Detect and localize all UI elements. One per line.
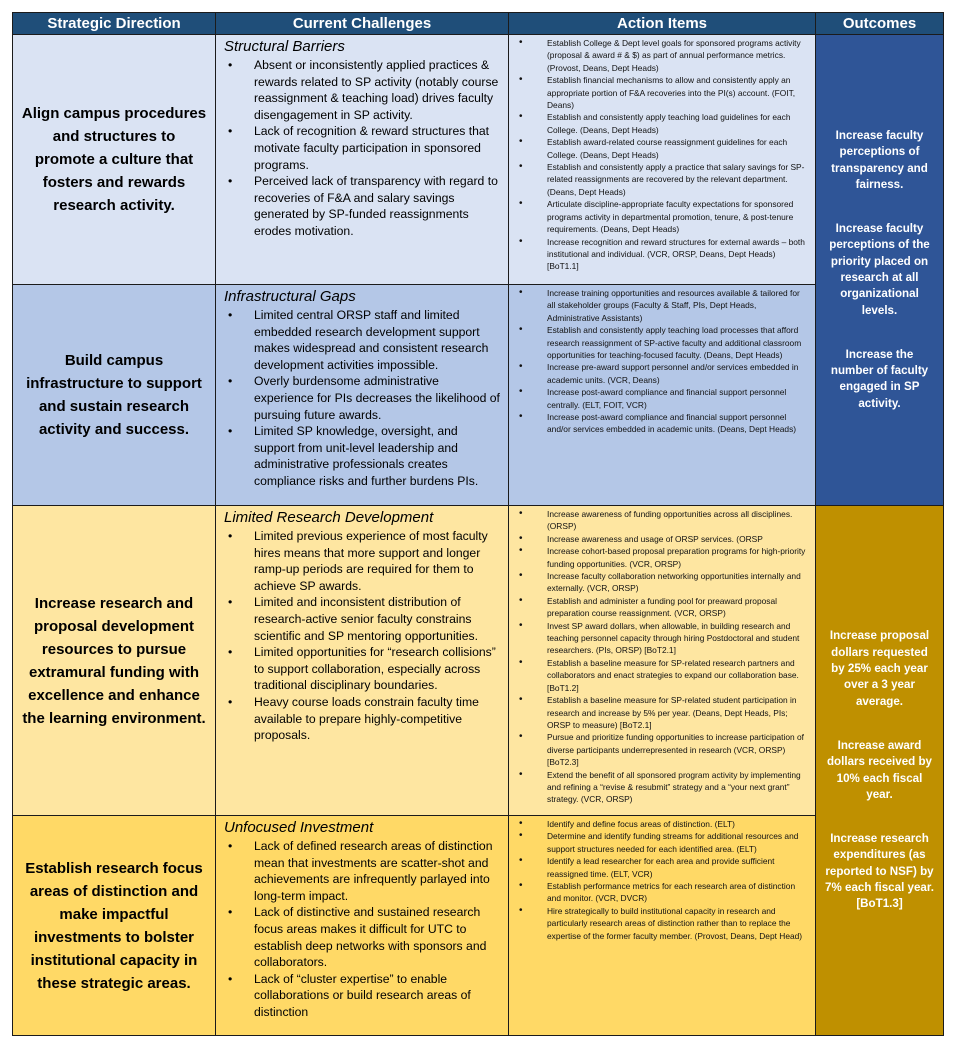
challenge-item: • Limited opportunities for “research collisions” to support collaboration, especially across traditional disciplinary boundaries. bbox=[224, 644, 500, 694]
challenge-item: • Limited central ORSP staff and limited embedded research development support makes widespread and consistent research development activities impossible. bbox=[224, 307, 500, 373]
challenge-item: • Absent or inconsistently applied practices & rewards related to SP activity (notably course reassignment & teaching load) drives faculty disengagement in SP activity. bbox=[224, 57, 500, 123]
header-action-items: Action Items bbox=[508, 12, 816, 35]
challenge-item: • Perceived lack of transparency with regard to recoveries of F&A and salary savings generated by SP-funded reassignments erodes motivation. bbox=[224, 173, 500, 239]
action-item: • Hire strategically to build institutional capacity in research and particularly research areas of distinction rather than to replace the expertise of the former faculty member. (Provost, Deans, Dept Head) bbox=[515, 905, 809, 942]
challenge-list bbox=[224, 528, 500, 744]
action-item: • Establish performance metrics for each research area of distinction and monitor. (VCR, DVCR) bbox=[515, 880, 809, 905]
challenges-cell bbox=[215, 284, 509, 506]
action-list bbox=[515, 37, 809, 273]
strategic-direction-cell: Increase research and proposal development resources to pursue extramural funding with excellence and enhance the learning environment. bbox=[12, 505, 216, 816]
action-item: • Increase post-award compliance and financial support personnel centrally. (ELT, FOIT, VCR) bbox=[515, 386, 809, 411]
challenge-item: • Limited SP knowledge, oversight, and support from unit-level leadership and administrative professionals creates compliance risks and further burdens PIs. bbox=[224, 423, 500, 489]
challenge-item: • Lack of recognition & reward structures that motivate faculty participation in sponsored programs. bbox=[224, 123, 500, 173]
outcomes-cell bbox=[815, 505, 944, 1036]
challenge-title: Unfocused Investment bbox=[224, 819, 374, 836]
challenge-title: Structural Barriers bbox=[224, 38, 345, 55]
outcome-item: Increase the number of faculty engaged in SP activity. bbox=[830, 347, 929, 410]
challenge-item: • Lack of defined research areas of distinction mean that investments are scatter-shot and achievements are infrequently parlayed into long-term impact. bbox=[224, 838, 500, 904]
challenge-item: • Overly burdensome administrative experience for PIs decreases the likelihood of pursuing future awards. bbox=[224, 373, 500, 423]
action-item: • Pursue and prioritize funding opportunities to increase participation of diverse participants underrepresented in research (VCR, ORSP) [BoT2.3] bbox=[515, 731, 809, 768]
challenge-item: • Heavy course loads constrain faculty time available to prepare highly-competitive proposals. bbox=[224, 694, 500, 744]
action-items-cell bbox=[508, 815, 816, 1036]
action-item: • Establish and consistently apply teaching load guidelines for each College. (Deans, Dept Heads) bbox=[515, 111, 809, 136]
action-list bbox=[515, 287, 809, 436]
action-item: • Establish and consistently apply a practice that salary savings for SP-related reassignments are recovered by the relevant department. (Deans, Dept Heads) bbox=[515, 161, 809, 198]
challenge-item: • Limited and inconsistent distribution of research-active senior faculty constrains scientific and SP mentoring opportunities. bbox=[224, 594, 500, 644]
action-item: • Establish financial mechanisms to allow and consistently apply an appropriate portion of F&A recoveries into the PI(s) account. (FOIT, Deans) bbox=[515, 74, 809, 111]
header-current-challenges: Current Challenges bbox=[215, 12, 509, 35]
action-item: • Extend the benefit of all sponsored program activity by implementing and refining a “revise & resubmit” strategy and a “your next grant” strategy. (VCR, ORSP) bbox=[515, 769, 809, 806]
challenge-item: • Limited previous experience of most faculty hires means that more support and longer ramp-up periods are required for them to achieve SP awards. bbox=[224, 528, 500, 594]
action-items-cell bbox=[508, 284, 816, 506]
action-item: • Articulate discipline-appropriate faculty expectations for sponsored programs activity in departmental promotion, tenure, & post-tenure requirements. (Deans, Dept Heads) bbox=[515, 198, 809, 235]
action-item: • Increase cohort-based proposal preparation programs for high-priority funding opportunities. (VCR, ORSP) bbox=[515, 545, 809, 570]
action-item: • Increase faculty collaboration networking opportunities internally and externally. (VCR, ORSP) bbox=[515, 570, 809, 595]
action-item: • Determine and identify funding streams for additional resources and support structures needed for each identified area. (ELT) bbox=[515, 830, 809, 855]
outcome-item: Increase award dollars received by 10% each fiscal year. bbox=[826, 738, 933, 801]
outcome-item: Increase research expenditures (as reported to NSF) by 7% each fiscal year. [BoT1.3] bbox=[825, 832, 934, 911]
action-item: • Establish a baseline measure for SP-related research partners and collaborators and enact strategies to expand our collaboration base. [BoT1.2] bbox=[515, 657, 809, 694]
action-item: • Increase pre-award support personnel and/or services embedded in academic units. (VCR, Deans) bbox=[515, 361, 809, 386]
strategic-plan-table bbox=[12, 12, 943, 1035]
outcome-item: Increase faculty perceptions of transparency and fairness. bbox=[831, 128, 928, 191]
action-item: • Increase recognition and reward structures for external awards – both institutional and individual. (VCR, ORSP, Deans, Dept Heads) [BoT1.1] bbox=[515, 236, 809, 273]
action-item: • Invest SP award dollars, when allowable, in building research and teaching personnel capacity through hiring Postdoctoral and student researchers. (PIs, ORSP) [BoT2.1] bbox=[515, 620, 809, 657]
action-item: • Increase training opportunities and resources available & tailored for all stakeholder groups (Faculty & Staff, PIs, Dept Heads, Administrative Assistants) bbox=[515, 287, 809, 324]
action-item: • Establish College & Dept level goals for sponsored programs activity (proposal & award # & $) as part of annual performance metrics. (Provost, Deans, Dept Heads) bbox=[515, 37, 809, 74]
action-items-cell bbox=[508, 505, 816, 816]
action-item: • Identify a lead researcher for each area and provide sufficient reassigned time. (ELT, VCR) bbox=[515, 855, 809, 880]
action-item: • Establish and administer a funding pool for preaward proposal preparation course reassignment. (VCR, ORSP) bbox=[515, 595, 809, 620]
challenges-cell bbox=[215, 34, 509, 285]
strategic-direction-cell: Align campus procedures and structures to promote a culture that fosters and rewards research activity. bbox=[12, 34, 216, 285]
action-item: • Increase post-award compliance and financial support personnel and/or services embedded in academic units. (Deans, Dept Heads) bbox=[515, 411, 809, 436]
challenge-item: • Lack of “cluster expertise” to enable collaborations or build research areas of distinction bbox=[224, 971, 500, 1021]
action-item: • Establish and consistently apply teaching load processes that afford research reassignment of SP-active faculty and additional classroom opportunities for teaching-focused faculty. (Deans, Dept Heads) bbox=[515, 324, 809, 361]
action-item: • Establish award-related course reassignment guidelines for each College. (Deans, Dept Heads) bbox=[515, 136, 809, 161]
challenge-list bbox=[224, 57, 500, 240]
outcomes-cell bbox=[815, 34, 944, 506]
action-item: • Increase awareness and usage of ORSP services. (ORSP bbox=[515, 533, 809, 545]
strategic-direction-cell: Establish research focus areas of distinction and make impactful investments to bolster institutional capacity in these strategic areas. bbox=[12, 815, 216, 1036]
challenges-cell bbox=[215, 505, 509, 816]
challenge-list bbox=[224, 838, 500, 1021]
challenge-item: • Lack of distinctive and sustained research focus areas makes it difficult for UTC to establish deep networks with sponsors and collaborators. bbox=[224, 904, 500, 970]
outcome-item: Increase faculty perceptions of the priority placed on research at all organizational levels. bbox=[829, 222, 930, 317]
strategic-direction-cell: Build campus infrastructure to support and sustain research activity and success. bbox=[12, 284, 216, 506]
challenges-cell bbox=[215, 815, 509, 1036]
challenge-title: Limited Research Development bbox=[224, 509, 434, 526]
challenge-list bbox=[224, 307, 500, 490]
action-item: • Identify and define focus areas of distinction. (ELT) bbox=[515, 818, 809, 830]
action-item: • Establish a baseline measure for SP-related student participation in research and increase by 5% per year. (Deans, Dept Heads, PIs; ORSP to measure) [BoT2.1] bbox=[515, 694, 809, 731]
challenge-title: Infrastructural Gaps bbox=[224, 288, 356, 305]
header-strategic-direction: Strategic Direction bbox=[12, 12, 216, 35]
action-list bbox=[515, 508, 809, 806]
outcome-item: Increase proposal dollars requested by 25% each year over a 3 year average. bbox=[829, 629, 930, 708]
action-list bbox=[515, 818, 809, 942]
header-outcomes: Outcomes bbox=[815, 12, 944, 35]
action-items-cell bbox=[508, 34, 816, 285]
action-item: • Increase awareness of funding opportunities across all disciplines. (ORSP) bbox=[515, 508, 809, 533]
